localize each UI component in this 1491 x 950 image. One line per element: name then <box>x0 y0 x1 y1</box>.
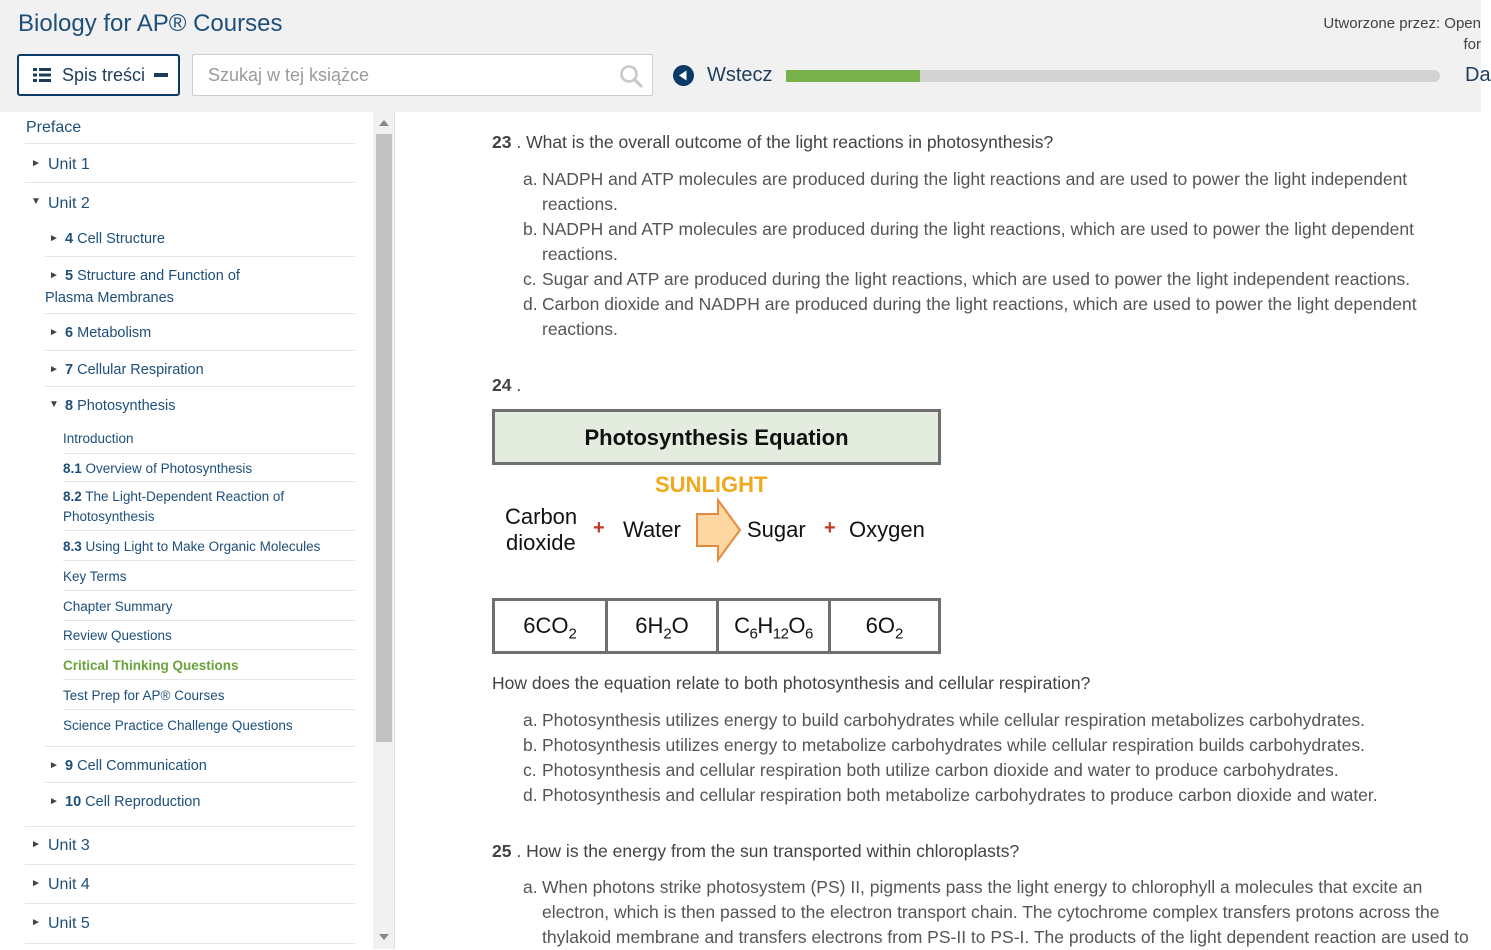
question-24: 24 . <box>492 375 522 395</box>
option-letter: b. <box>523 735 538 755</box>
chapter-number: 9 <box>65 758 74 774</box>
option-text: When photons strike photosystem (PS) II, pigments pass the light energy to chlorophyll a molecules that excite an <box>542 877 1423 897</box>
search-icon[interactable] <box>619 64 643 88</box>
chapter-title-line-2: Plasma Membranes <box>45 290 174 306</box>
section-title: Chapter Summary <box>63 599 173 614</box>
option-text: Photosynthesis and cellular respiration both utilize carbon dioxide and water to produce carbohydrates. <box>542 760 1339 780</box>
equation-title: Photosynthesis Equation <box>584 425 849 450</box>
toc-section-8-3[interactable] <box>63 531 355 561</box>
reactant-water: Water <box>623 517 681 542</box>
product-sugar: Sugar <box>747 517 806 542</box>
chapter-title: Cell Structure <box>77 231 165 247</box>
section-title: Critical Thinking Questions <box>63 658 239 673</box>
question-text: What is the overall outcome of the light reactions in photosynthesis? <box>526 132 1054 152</box>
reactant-carbon-dioxide-line-1: Carbon <box>505 504 578 529</box>
option-text: Photosynthesis and cellular respiration both metabolize carbohydrates to produce carbon dioxide and water. <box>542 785 1378 805</box>
book-title[interactable]: Biology for AP® Courses <box>18 10 283 37</box>
section-title: Key Terms <box>63 569 127 584</box>
caret-right-icon: ► <box>49 270 59 281</box>
minus-icon <box>154 73 168 77</box>
section-title: Review Questions <box>63 628 172 643</box>
section-title: Test Prep for AP® Courses <box>63 688 225 703</box>
caret-down-icon: ▼ <box>49 399 59 410</box>
photosynthesis-equation-figure <box>492 409 942 654</box>
option-letter: d. <box>523 785 538 805</box>
caret-right-icon: ► <box>31 878 41 889</box>
section-number: 8.3 <box>63 539 82 554</box>
scrollbar-thumb[interactable] <box>376 134 392 742</box>
question-text: How is the energy from the sun transported within chloroplasts? <box>526 841 1020 861</box>
option-text-line-2: electron, which is then passed to the electron transport chain. The cytochrome complex transfers protons across the <box>542 902 1440 922</box>
question-25: 25 . How is the energy from the sun transported within chloroplasts? <box>492 841 1020 861</box>
sunlight-label: SUNLIGHT <box>655 472 768 497</box>
caret-right-icon: ► <box>31 839 41 850</box>
reaction-arrow-icon <box>696 499 742 561</box>
section-title: Science Practice Challenge Questions <box>63 718 293 733</box>
option-text: NADPH and ATP molecules are produced during the light reactions and are used to power the light independent <box>542 169 1408 189</box>
creator-line-2[interactable]: for <box>1463 36 1481 53</box>
toc-section-critical-thinking-active[interactable] <box>63 650 355 680</box>
caret-right-icon: ► <box>49 760 59 771</box>
chapter-title: Cellular Respiration <box>77 362 204 378</box>
option-text-line-2: reactions. <box>542 244 618 264</box>
back-arrow-icon <box>673 65 694 86</box>
chapter-number: 7 <box>65 362 74 378</box>
search-box <box>192 54 653 96</box>
toc-chapter-8[interactable] <box>45 387 355 421</box>
back-label: Wstecz <box>707 64 773 86</box>
toc-section-chapter-summary[interactable] <box>63 591 355 621</box>
main-content <box>396 112 1481 949</box>
toc-item-unit-2[interactable] <box>25 183 355 221</box>
toc-chapter-4[interactable] <box>45 221 355 257</box>
toc-chapter-5[interactable] <box>45 257 355 314</box>
toc-section-key-terms[interactable] <box>63 561 355 591</box>
option-letter: c. <box>523 269 537 289</box>
product-oxygen: Oxygen <box>849 517 925 542</box>
creator-line-1: Utworzone przez: Open <box>1323 15 1481 32</box>
plus-sign: + <box>593 517 605 539</box>
section-title: Introduction <box>63 431 134 446</box>
toc-chapter-10[interactable] <box>45 783 355 826</box>
formula-oxygen: $6O_2$ <box>865 613 904 643</box>
scroll-up-arrow-icon[interactable] <box>379 120 389 126</box>
toc-section-8-2[interactable] <box>63 482 355 531</box>
caret-right-icon: ► <box>49 327 59 338</box>
toc-button-label: Spis treści <box>62 65 146 85</box>
toc-item-unit-4[interactable] <box>25 865 355 904</box>
formula-glucose: $C_6H_{12}O_6$ <box>719 601 831 651</box>
reading-progress-bar <box>786 70 1440 82</box>
option-text: Carbon dioxide and NADPH are produced during the light reactions, which are used to power the light dependent <box>542 294 1417 314</box>
formula-carbon-dioxide: $6CO_2$ <box>495 601 608 651</box>
question-number: 23 <box>492 132 512 152</box>
chapter-number: 8 <box>65 398 74 414</box>
toc-section-review-questions[interactable] <box>63 621 355 650</box>
option-letter: c. <box>523 760 537 780</box>
option-text: Photosynthesis utilizes energy to build carbohydrates while cellular respiration metabolizes carbohydrates. <box>542 710 1365 730</box>
sidebar-scrollbar[interactable] <box>373 112 395 949</box>
section-title: Using Light to Make Organic Molecules <box>85 539 321 554</box>
toc-section-test-prep[interactable] <box>63 680 355 710</box>
table-of-contents <box>0 112 373 949</box>
question-24-prompt: How does the equation relate to both photosynthesis and cellular respiration? <box>492 673 1091 693</box>
caret-right-icon: ► <box>49 796 59 807</box>
question-number: 25 <box>492 841 512 861</box>
toc-item-unit-3[interactable] <box>25 827 355 865</box>
toc-section-science-practice[interactable] <box>63 710 355 747</box>
question-23: 23 . What is the overall outcome of the light reactions in photosynthesis? <box>492 132 1054 152</box>
caret-down-icon: ▼ <box>31 196 41 207</box>
option-text-line-3: thylakoid membrane and transfers electrons from PS-II to PS-I. The products of the light dependent reaction are used to <box>542 927 1469 947</box>
chemical-formula-table <box>492 598 941 654</box>
chapter-title: Metabolism <box>77 325 152 341</box>
caret-right-icon: ► <box>31 917 41 928</box>
equation-title-box <box>492 409 941 465</box>
chapter-title: Cell Communication <box>77 758 207 774</box>
toc-item-label: Unit 1 <box>48 156 90 173</box>
toc-item-label: Unit 2 <box>48 195 90 212</box>
plus-sign: + <box>824 517 836 539</box>
toc-section-introduction[interactable] <box>63 421 355 454</box>
caret-right-icon: ► <box>31 158 41 169</box>
chapter-number: 5 <box>65 268 74 284</box>
option-letter: b. <box>523 219 538 239</box>
search-input[interactable] <box>193 55 613 95</box>
option-text-line-2: reactions. <box>542 194 618 214</box>
toc-item-preface[interactable] <box>25 112 355 144</box>
caret-right-icon: ► <box>49 233 59 244</box>
toc-item-label: Preface <box>26 119 82 136</box>
section-title: Overview of Photosynthesis <box>85 461 253 476</box>
creator-attribution <box>1323 13 1481 55</box>
chapter-number: 10 <box>65 794 82 810</box>
toc-section-8-1[interactable] <box>63 454 355 482</box>
toc-chapter-7[interactable] <box>45 351 355 387</box>
toc-item-label: Unit 5 <box>48 915 90 932</box>
list-icon <box>33 68 51 82</box>
section-title: The Light-Dependent Reaction of <box>85 489 285 504</box>
caret-right-icon: ► <box>49 364 59 375</box>
toc-item-label: Unit 3 <box>48 837 90 854</box>
next-link[interactable]: Da <box>1465 64 1491 86</box>
option-text: Sugar and ATP are produced during the light reactions, which are used to power the light independent reactions. <box>542 269 1411 289</box>
toc-item-label: Unit 4 <box>48 876 90 893</box>
reading-progress-fill <box>786 70 920 82</box>
top-header <box>0 0 1491 112</box>
chapter-number: 6 <box>65 325 74 341</box>
reactant-carbon-dioxide-line-2: dioxide <box>506 530 576 555</box>
toc-item-unit-1[interactable] <box>25 144 355 183</box>
toc-chapter-9[interactable] <box>45 747 355 783</box>
formula-water: $6H_2O$ <box>608 601 719 651</box>
option-letter: d. <box>523 294 538 314</box>
option-text: Photosynthesis utilizes energy to metabolize carbohydrates while cellular respiration builds carbohydrates. <box>542 735 1365 755</box>
option-letter: a. <box>523 169 538 189</box>
toc-item-unit-5[interactable] <box>25 904 355 944</box>
chapter-title: Cell Reproduction <box>85 794 201 810</box>
toc-toggle-button[interactable] <box>17 54 180 96</box>
chapter-title: Structure and Function of <box>77 268 240 284</box>
option-letter: a. <box>523 877 538 897</box>
section-number: 8.2 <box>63 489 82 504</box>
chapter-title: Photosynthesis <box>77 398 176 414</box>
option-letter: a. <box>523 710 538 730</box>
toc-chapter-6[interactable] <box>45 314 355 351</box>
option-text-line-2: reactions. <box>542 319 618 339</box>
chapter-number: 4 <box>65 231 74 247</box>
option-text: NADPH and ATP molecules are produced during the light reactions, which are used to power the light dependent <box>542 219 1414 239</box>
section-title-line-2: Photosynthesis <box>63 509 155 524</box>
question-number: 24 <box>492 375 512 395</box>
scroll-down-arrow-icon[interactable] <box>379 934 389 940</box>
section-number: 8.1 <box>63 461 82 476</box>
